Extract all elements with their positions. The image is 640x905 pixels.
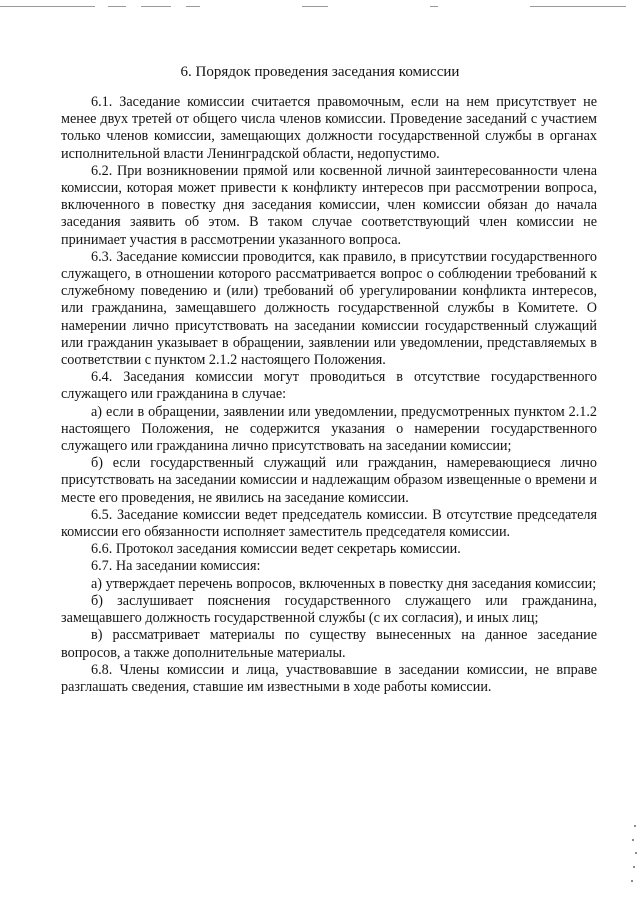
paragraph-6-8: 6.8. Члены комиссии и лица, участвовавшие в заседании комиссии, не вправе разглашать сведения, ставшие им известными в ходе работы комиссии. — [61, 661, 597, 695]
paragraph-6-7-b: б) заслушивает пояснения государственного служащего или гражданина, замещавшего должность государственной службы (с их согласия), и иных лиц; — [61, 592, 597, 627]
paragraph-6-5: 6.5. Заседание комиссии ведет председатель комиссии. В отсутствие председателя комиссии его обязанности исполняет заместитель председателя комиссии. — [61, 506, 597, 541]
scan-top-edge-artifact — [0, 6, 640, 8]
paragraph-6-4: 6.4. Заседания комиссии могут проводиться в отсутствие государственного служащего или гражданина в случае: — [61, 369, 597, 403]
paragraph-6-7: 6.7. На заседании комиссия: — [91, 558, 261, 575]
section-heading: 6. Порядок проведения заседания комиссии — [180, 64, 460, 80]
paragraph-6-2: 6.2. При возникновении прямой или косвенной личной заинтересованности члена комиссии, которая может привести к конфликту интересов при рассмотрении вопроса, включенного в повестку дня заседания комиссии, член комиссии обязан до начала заседания заявить об этом. В таком случае соответствующий член комиссии не принимает участия в рассмотрении указанного вопроса. — [61, 162, 597, 248]
paragraph-6-7-a: а) утверждает перечень вопросов, включенных в повестку дня заседания комиссии; — [91, 575, 597, 592]
paragraph-6-7-c: в) рассматривает материалы по существу вынесенных на данное заседание вопросов, а также дополнительные материалы. — [61, 627, 597, 661]
scan-edge-artifact — [630, 825, 638, 885]
paragraph-6-4-b: б) если государственный служащий или гражданин, намеревающиеся лично присутствовать на заседании комиссии и надлежащим образом извещенные о времени и месте его проведения, не явились на заседание комиссии. — [61, 455, 597, 506]
paragraph-6-3: 6.3. Заседание комиссии проводится, как правило, в присутствии государственного служащего, в отношении которого рассматривается вопрос о соблюдении требований к служебному поведению и (или) требований об урегулировании конфликта интересов, или гражданина, замещавшего должность государственной службы в Комитете. О намерении лично присутствовать на заседании комиссии государственный служащий или гражданин указывает в обращении, заявлении или уведомлении, представляемых в соответствии с пунктом 2.1.2 настоящего Положения. — [61, 248, 597, 369]
document-body — [61, 94, 597, 696]
paragraph-6-1: 6.1. Заседание комиссии считается правомочным, если на нем присутствует не менее двух третей от общего числа членов комиссии. Проведение заседаний с участием только членов комиссии, замещающих должности государственной службы в органах исполнительной власти Ленинградской области, недопустимо. — [61, 94, 597, 162]
paragraph-6-4-a: а) если в обращении, заявлении или уведомлении, предусмотренных пунктом 2.1.2 настоящего Положения, не содержится указания о намерении государственного служащего или гражданина лично присутствовать на заседании комиссии; — [61, 403, 597, 455]
paragraph-6-6: 6.6. Протокол заседания комиссии ведет секретарь комиссии. — [91, 541, 461, 558]
